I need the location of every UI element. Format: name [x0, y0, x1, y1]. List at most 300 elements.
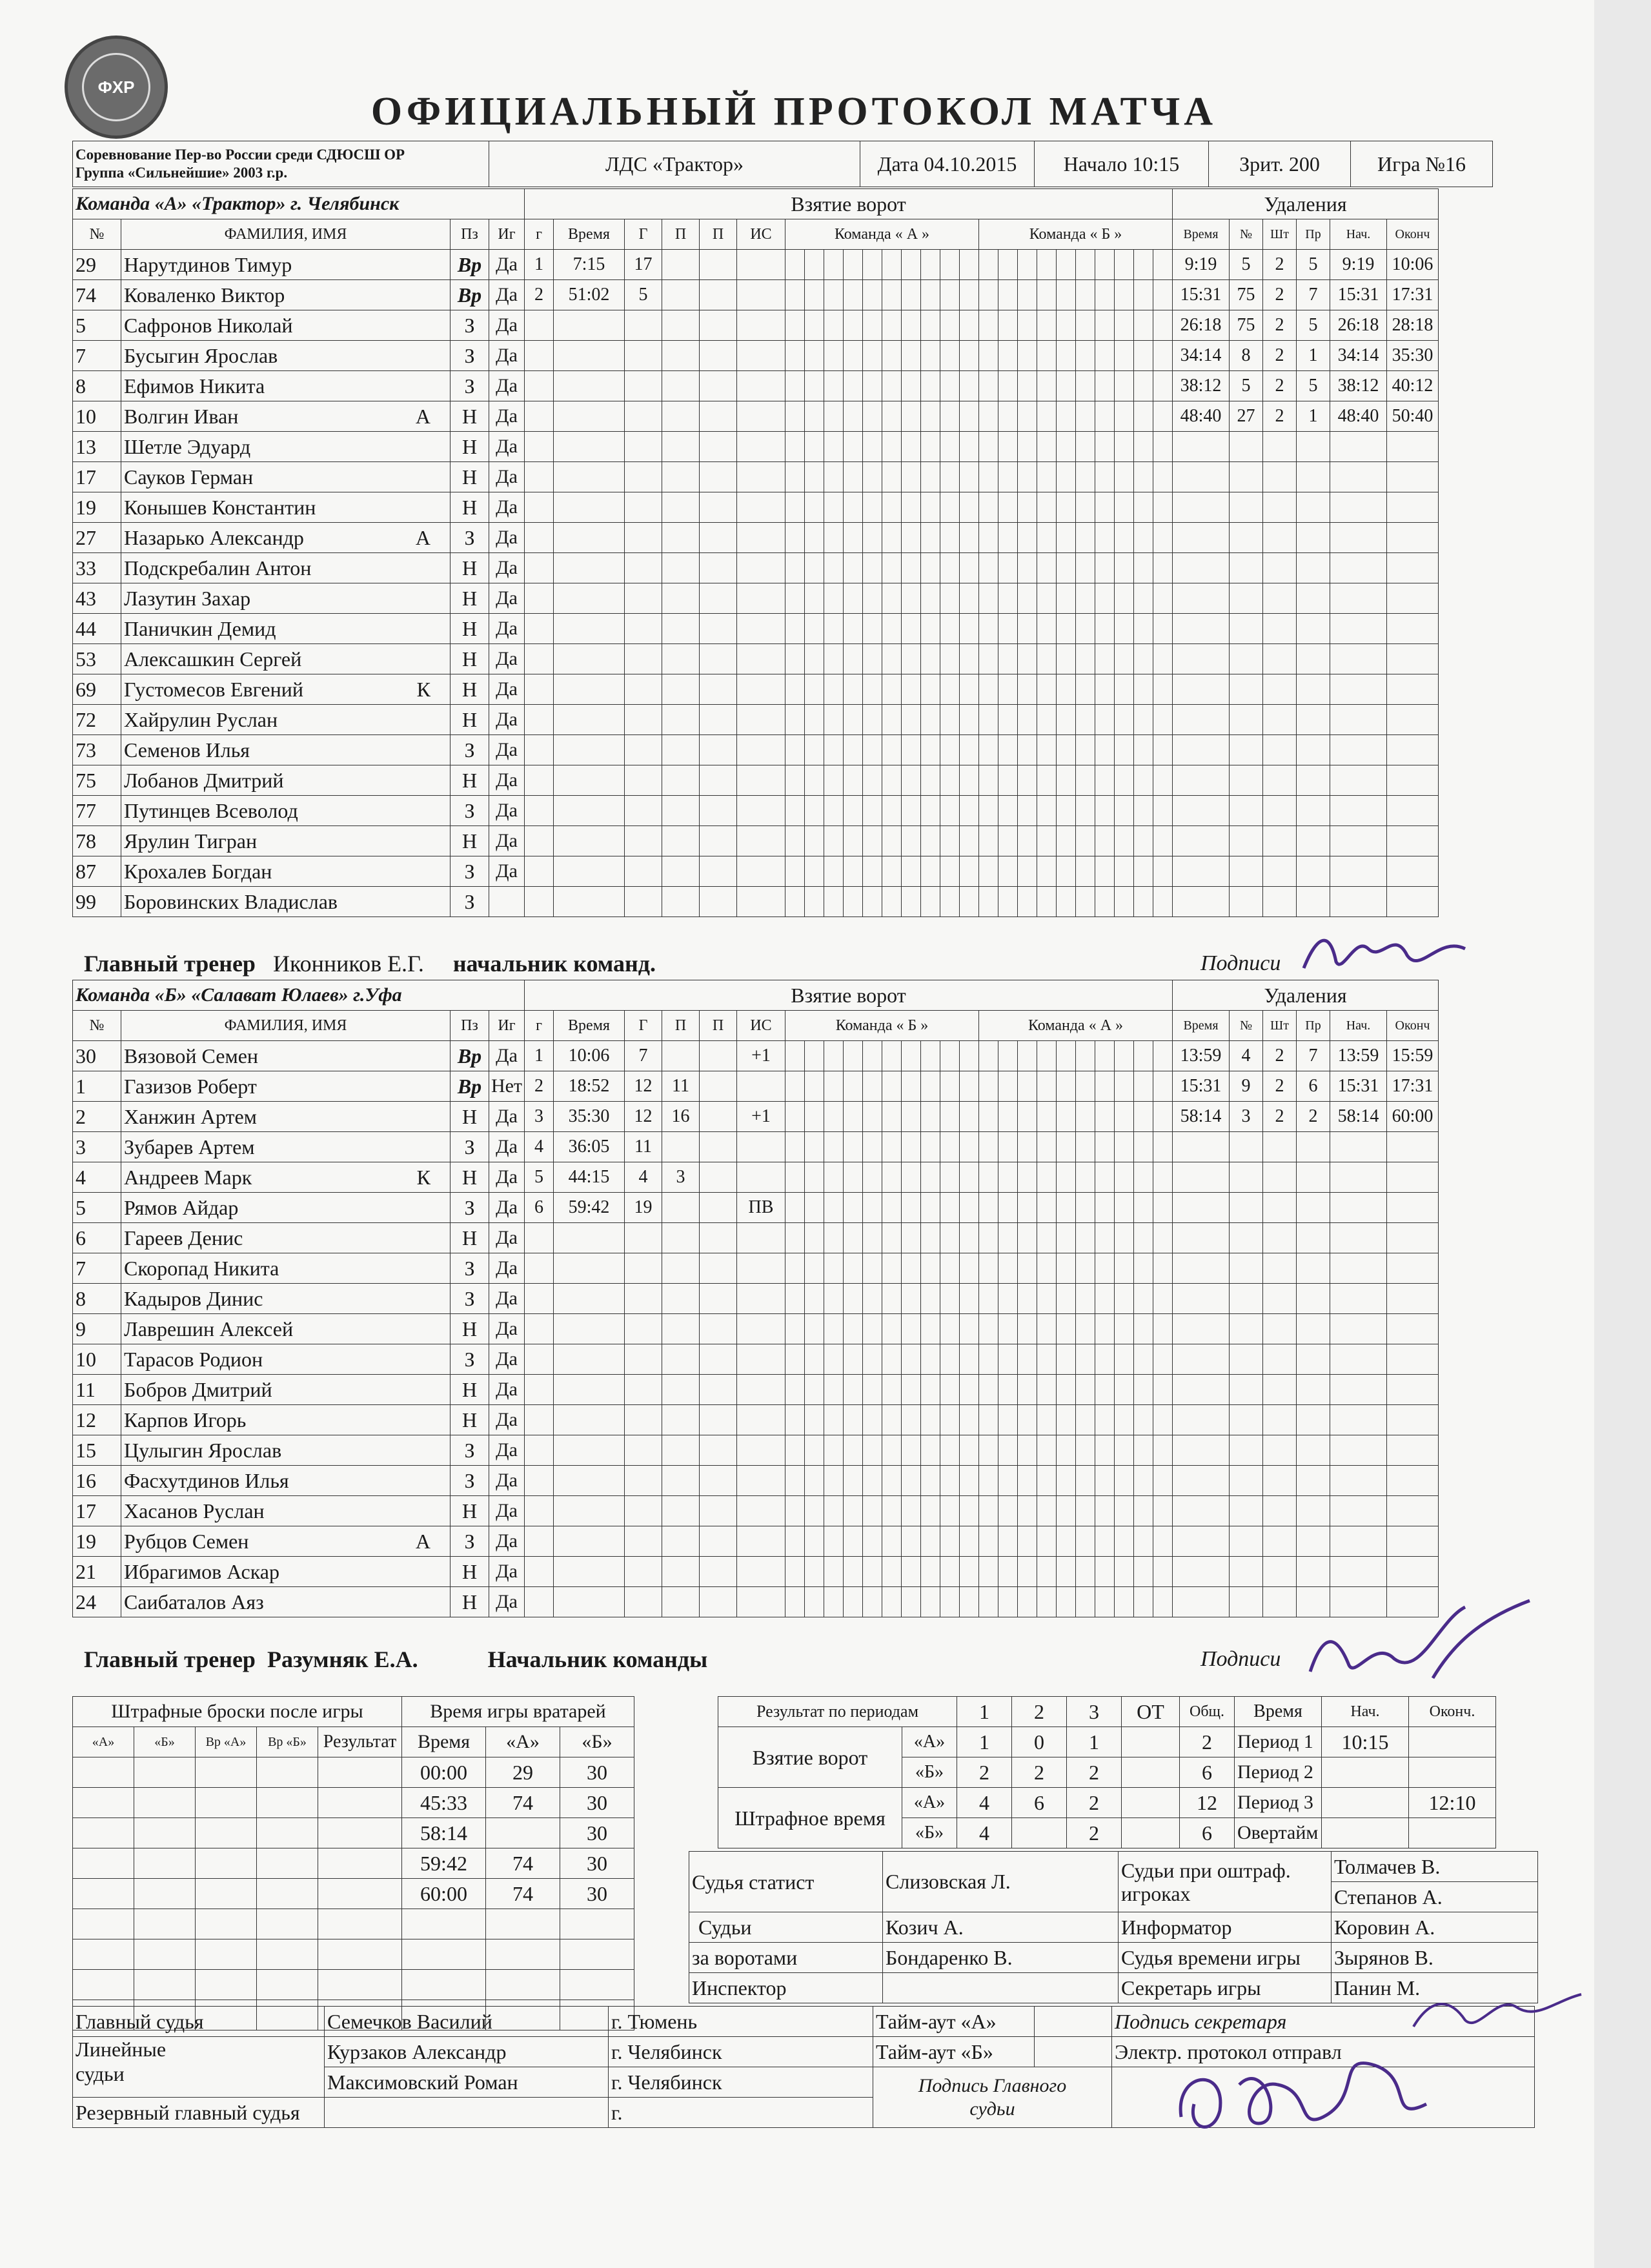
period-value: 2: [1067, 1818, 1122, 1848]
goal-time: 36:05: [554, 1132, 625, 1162]
player-played: Да: [489, 523, 525, 553]
period-col: ОТ: [1122, 1697, 1180, 1727]
player-name: Густомесов Евгений: [124, 677, 303, 701]
informer-label: Информатор: [1119, 1912, 1332, 1943]
team_a-penalties-header: Удаления: [1173, 189, 1439, 219]
player-name-cell: [121, 1102, 451, 1132]
col-goal-time: Время: [554, 1011, 625, 1041]
col-goal-a2: П: [700, 1011, 737, 1041]
player-played: Да: [489, 583, 525, 614]
period-col: 2: [1012, 1697, 1067, 1727]
player-number: 2: [73, 1102, 121, 1132]
page-title: ОФИЦИАЛЬНЫЙ ПРОТОКОЛ МАТЧА: [370, 90, 1217, 134]
competition-line2: Группа «Сильнейшие» 2003 г.р.: [76, 165, 288, 181]
date-cell: Дата 04.10.2015: [860, 141, 1035, 187]
player-name: Волгин Иван: [124, 404, 239, 428]
player-name-cell: [121, 371, 451, 401]
player-name: Рямов Айдар: [124, 1195, 239, 1219]
col-team-second: Команда « А »: [979, 1011, 1173, 1041]
team-b-signature: [1297, 1594, 1555, 1691]
linesmen-label-1: Линейные: [76, 2038, 167, 2061]
goal-situation: [737, 1132, 785, 1162]
player-position: Вр: [451, 1041, 489, 1071]
penalty-end: 17:31: [1387, 1071, 1439, 1102]
player-name-cell: [121, 705, 451, 735]
player-name-cell: [121, 1557, 451, 1587]
player-number: 7: [73, 1253, 121, 1284]
col-team-first: Команда « А »: [785, 219, 979, 250]
col-goal-a2: П: [700, 219, 737, 250]
col-name: ФАМИЛИЯ, ИМЯ: [121, 1011, 451, 1041]
scan-edge: [1594, 0, 1651, 2268]
player-position: Н: [451, 401, 489, 432]
player-name-cell: [121, 1405, 451, 1435]
player-played: Да: [489, 1496, 525, 1526]
player-played: Да: [489, 1223, 525, 1253]
player-position: Н: [451, 674, 489, 705]
linesman-1: Курзаков Александр: [325, 2037, 609, 2067]
time-title: Время: [1235, 1697, 1322, 1727]
player-number: 5: [73, 1193, 121, 1223]
penalty-start: 26:18: [1330, 310, 1387, 341]
penalty-min: 2: [1263, 250, 1297, 280]
gk-b: 30: [560, 1879, 634, 1909]
player-played: Да: [489, 1284, 525, 1314]
shootout-col: Вр «Б»: [257, 1727, 318, 1757]
player-position: З: [451, 856, 489, 887]
player-name-cell: [121, 887, 451, 917]
player-position: З: [451, 1253, 489, 1284]
team_b-penalties-header: Удаления: [1173, 980, 1439, 1011]
player-position: Н: [451, 1102, 489, 1132]
period-value: [1122, 1818, 1180, 1848]
goal-assist1: [662, 1041, 700, 1071]
team_b-row: [73, 1162, 1439, 1193]
player-position: З: [451, 1132, 489, 1162]
player-role: А: [415, 525, 430, 549]
shootout-col: Результат: [318, 1727, 402, 1757]
spectators-cell: Зрит. 200: [1209, 141, 1351, 187]
team_b-row: [73, 1375, 1439, 1405]
penalty-start: 15:31: [1330, 1071, 1387, 1102]
player-name-cell: [121, 1526, 451, 1557]
team_a-title: Команда «А» «Трактор» г. Челябинск: [73, 189, 525, 219]
player-played: Да: [489, 1162, 525, 1193]
gk-col: «А»: [486, 1727, 560, 1757]
goal-scorer: 17: [625, 250, 662, 280]
penalty-num: 5: [1230, 250, 1263, 280]
competition-line1: Соревнование Пер-во России среди СДЮСШ ОР: [76, 147, 405, 163]
player-played: Да: [489, 341, 525, 371]
player-number: 78: [73, 826, 121, 856]
col-goal-time: Время: [554, 219, 625, 250]
gk-b: 30: [560, 1848, 634, 1879]
player-name-cell: [121, 856, 451, 887]
player-name-cell: [121, 1132, 451, 1162]
penalty-end: 50:40: [1387, 401, 1439, 432]
team_b-row: [73, 1314, 1439, 1344]
player-number: 75: [73, 765, 121, 796]
player-position: Н: [451, 705, 489, 735]
player-position: З: [451, 1526, 489, 1557]
period-value: [1122, 1757, 1180, 1788]
penalty-code: 1: [1297, 401, 1330, 432]
team_a-row: [73, 310, 1439, 341]
gk-a: 74: [486, 1788, 560, 1818]
player-played: Да: [489, 674, 525, 705]
team_b-row: [73, 1102, 1439, 1132]
player-name: Бусыгин Ярослав: [124, 343, 278, 367]
player-played: Да: [489, 1466, 525, 1496]
goal-number: 2: [525, 1071, 554, 1102]
team_b-row: [73, 1132, 1439, 1162]
player-number: 8: [73, 371, 121, 401]
player-position: Н: [451, 583, 489, 614]
col-p_num: №: [1230, 219, 1263, 250]
referee-label: Главный судья: [73, 2007, 325, 2037]
team-b-sign-label: Подписи: [1200, 1647, 1281, 1671]
col-pos: Пз: [451, 219, 489, 250]
player-name: Цулыгин Ярослав: [124, 1438, 282, 1462]
time-end-col: Оконч.: [1409, 1697, 1496, 1727]
pim-label: Штрафное время: [718, 1788, 902, 1848]
goal-situation: +1: [737, 1041, 785, 1071]
player-played: Да: [489, 644, 525, 674]
team_a-row: [73, 401, 1439, 432]
shootout-gk-table: [72, 1696, 634, 2030]
team_a-row: [73, 523, 1439, 553]
timekeeper-name: Зырянов В.: [1332, 1943, 1538, 1973]
team_b-row: [73, 1587, 1439, 1617]
player-name-cell: [121, 280, 451, 310]
period-value: 2: [1180, 1727, 1235, 1757]
player-number: 8: [73, 1284, 121, 1314]
secretary-signature: [1407, 1988, 1588, 2040]
penalty-num: 75: [1230, 310, 1263, 341]
statist-name: Слизовская Л.: [883, 1852, 1119, 1912]
penalty-min: 2: [1263, 1102, 1297, 1132]
team_a-row: [73, 341, 1439, 371]
player-name-cell: [121, 462, 451, 492]
penalty-num: 5: [1230, 371, 1263, 401]
overtime-label: Овертайм: [1235, 1818, 1322, 1848]
player-played: Да: [489, 1375, 525, 1405]
linesman-1-city: г. Челябинск: [609, 2037, 873, 2067]
linesman-2-city: г. Челябинск: [609, 2067, 873, 2098]
player-name-cell: [121, 1071, 451, 1102]
goal-assist1: 16: [662, 1102, 700, 1132]
period1-label: Период 1: [1235, 1727, 1322, 1757]
player-number: 77: [73, 796, 121, 826]
player-number: 29: [73, 250, 121, 280]
goal-assist2: [700, 250, 737, 280]
player-position: З: [451, 1344, 489, 1375]
team_a-row: [73, 644, 1439, 674]
shootout-col: Вр «А»: [196, 1727, 257, 1757]
player-name-cell: [121, 614, 451, 644]
player-name-cell: [121, 765, 451, 796]
player-played: Да: [489, 1557, 525, 1587]
goal-scorer: 4: [625, 1162, 662, 1193]
player-name: Сафронов Николай: [124, 313, 293, 337]
statist-label: Судья статист: [689, 1852, 883, 1912]
shootout-col: «Б»: [134, 1727, 196, 1757]
goal-time: 51:02: [554, 280, 625, 310]
col-p_code: Пр: [1297, 1011, 1330, 1041]
goal-time: 10:06: [554, 1041, 625, 1071]
referee-city: г. Тюмень: [609, 2007, 873, 2037]
penalty-num: 9: [1230, 1071, 1263, 1102]
player-name-cell: [121, 796, 451, 826]
col-p_time: Время: [1173, 219, 1230, 250]
penalty-min: 2: [1263, 310, 1297, 341]
player-played: Да: [489, 462, 525, 492]
secretary-label: Секретарь игры: [1119, 1973, 1332, 2003]
player-name-cell: [121, 341, 451, 371]
player-number: 72: [73, 705, 121, 735]
chief-label: начальник команд.: [452, 951, 656, 977]
gk-time: 58:14: [402, 1818, 486, 1848]
team_b-row: [73, 1041, 1439, 1071]
player-position: Н: [451, 462, 489, 492]
player-played: Да: [489, 553, 525, 583]
player-number: 15: [73, 1435, 121, 1466]
penalty-min: 2: [1263, 1041, 1297, 1071]
period-value: [1122, 1727, 1180, 1757]
player-number: 87: [73, 856, 121, 887]
linesmen-label-cell: [73, 2037, 325, 2098]
player-number: 16: [73, 1466, 121, 1496]
period-value: 6: [1012, 1788, 1067, 1818]
player-name: Скоропад Никита: [124, 1256, 279, 1280]
col-goal-a1: П: [662, 1011, 700, 1041]
goal-assist2: [700, 1193, 737, 1223]
player-name: Конышев Константин: [124, 495, 316, 519]
period-value: 2: [957, 1757, 1012, 1788]
player-name-cell: [121, 1253, 451, 1284]
player-number: 27: [73, 523, 121, 553]
period-value: [1122, 1788, 1180, 1818]
player-name: Хайрулин Руслан: [124, 707, 278, 731]
player-number: 21: [73, 1557, 121, 1587]
logo-text: ФХР: [97, 77, 135, 97]
player-played: Да: [489, 1102, 525, 1132]
goal-time: 18:52: [554, 1071, 625, 1102]
player-number: 10: [73, 401, 121, 432]
penalty-end: 10:06: [1387, 250, 1439, 280]
player-number: 1: [73, 1071, 121, 1102]
team-a-sign-label: Подписи: [1200, 951, 1281, 975]
goal-scorer: 12: [625, 1071, 662, 1102]
player-name: Боровинских Владислав: [124, 889, 338, 913]
team_a-row: [73, 705, 1439, 735]
team_b-title: Команда «Б» «Салават Юлаев» г.Уфа: [73, 980, 525, 1011]
player-name-cell: [121, 644, 451, 674]
player-name-cell: [121, 401, 451, 432]
team_b-row: [73, 1496, 1439, 1526]
player-played: Да: [489, 1193, 525, 1223]
goal-number: 6: [525, 1193, 554, 1223]
team_b-row: [73, 1405, 1439, 1435]
goal-assist1: [662, 1132, 700, 1162]
player-name-cell: [121, 250, 451, 280]
period1-start: 10:15: [1322, 1727, 1409, 1757]
player-name: Семенов Илья: [124, 738, 250, 762]
period3-end: 12:10: [1409, 1788, 1496, 1818]
player-number: 69: [73, 674, 121, 705]
player-name: Бобров Дмитрий: [124, 1377, 272, 1401]
secretary-name: Панин М.: [1332, 1973, 1538, 2003]
player-name: Фасхутдинов Илья: [124, 1468, 289, 1492]
goal-situation: [737, 280, 785, 310]
player-played: Да: [489, 614, 525, 644]
penalty-min: 2: [1263, 341, 1297, 371]
goal-assist1: 3: [662, 1162, 700, 1193]
chief-label: Начальник команды: [487, 1646, 708, 1672]
team_b-table: [72, 980, 1439, 1617]
player-name-cell: [121, 310, 451, 341]
player-name: Нарутдинов Тимур: [124, 252, 292, 276]
gk-a: 74: [486, 1879, 560, 1909]
team_a-row: [73, 614, 1439, 644]
penalty-time: 15:31: [1173, 1071, 1230, 1102]
team_a-row: [73, 462, 1439, 492]
penalty-time: 34:14: [1173, 341, 1230, 371]
penalty-start: 15:31: [1330, 280, 1387, 310]
player-played: Да: [489, 1253, 525, 1284]
penalty-num: 75: [1230, 280, 1263, 310]
player-name-cell: [121, 1496, 451, 1526]
player-position: Н: [451, 1496, 489, 1526]
player-name-cell: [121, 1435, 451, 1466]
penalty-time: 26:18: [1173, 310, 1230, 341]
team_a-row: [73, 765, 1439, 796]
goal-assist2: [700, 280, 737, 310]
player-position: Н: [451, 644, 489, 674]
team_b-row: [73, 1526, 1439, 1557]
player-position: З: [451, 1284, 489, 1314]
player-name: Лазутин Захар: [124, 586, 251, 610]
player-position: З: [451, 1435, 489, 1466]
col-num: №: [73, 219, 121, 250]
player-number: 6: [73, 1223, 121, 1253]
col-team-first: Команда « Б »: [785, 1011, 979, 1041]
goal-number: 3: [525, 1102, 554, 1132]
period-value: 0: [1012, 1727, 1067, 1757]
team_a-row: [73, 553, 1439, 583]
col-played: Иг: [489, 219, 525, 250]
referee-name: Семечков Василий: [325, 2007, 609, 2037]
player-name-cell: [121, 553, 451, 583]
penalty-start: 48:40: [1330, 401, 1387, 432]
team-a-tag: «А»: [902, 1727, 957, 1757]
player-played: Да: [489, 826, 525, 856]
player-position: З: [451, 1466, 489, 1496]
team-b-coach-line: [84, 1646, 707, 1673]
player-name: Тарасов Родион: [124, 1347, 263, 1371]
goal-time: 35:30: [554, 1102, 625, 1132]
goal-assist1: [662, 1193, 700, 1223]
goal-time: 59:42: [554, 1193, 625, 1223]
player-number: 30: [73, 1041, 121, 1071]
period-value: 6: [1180, 1757, 1235, 1788]
period2-label: Период 2: [1235, 1757, 1322, 1788]
col-pos: Пз: [451, 1011, 489, 1041]
logo-inner: [82, 53, 150, 121]
team_a-row: [73, 735, 1439, 765]
player-played: Да: [489, 1526, 525, 1557]
penalty-code: 7: [1297, 1041, 1330, 1071]
goal-judges-label-1: Судьи: [689, 1912, 883, 1943]
player-number: 74: [73, 280, 121, 310]
player-name-cell: [121, 1587, 451, 1617]
goal-scorer: 5: [625, 280, 662, 310]
gk-a: 74: [486, 1848, 560, 1879]
penalty-start: 38:12: [1330, 371, 1387, 401]
col-team-second: Команда « Б »: [979, 219, 1173, 250]
player-name: Вязовой Семен: [124, 1044, 259, 1068]
goal-assist2: [700, 1132, 737, 1162]
goal-situation: +1: [737, 1102, 785, 1132]
gk-time: 59:42: [402, 1848, 486, 1879]
penalty-end: 28:18: [1387, 310, 1439, 341]
goal-judge-2: Бондаренко В.: [883, 1943, 1119, 1973]
goal-scorer: 12: [625, 1102, 662, 1132]
player-name: Кадыров Динис: [124, 1286, 263, 1310]
competition-cell: [73, 141, 489, 187]
player-name-cell: [121, 826, 451, 856]
player-played: Да: [489, 310, 525, 341]
player-played: Да: [489, 1405, 525, 1435]
team-a-coach-line: [84, 950, 656, 977]
team_b-row: [73, 1071, 1439, 1102]
player-number: 33: [73, 553, 121, 583]
gk-time: 45:33: [402, 1788, 486, 1818]
periods-table: [718, 1696, 1496, 1848]
team_a-goals-header: Взятие ворот: [525, 189, 1173, 219]
player-name: Саибаталов Аяз: [124, 1590, 264, 1614]
penalty-code: 7: [1297, 280, 1330, 310]
goal-scorer: 11: [625, 1132, 662, 1162]
player-number: 73: [73, 735, 121, 765]
goal-assist1: [662, 280, 700, 310]
player-name: Рубцов Семен: [124, 1529, 249, 1553]
player-position: З: [451, 735, 489, 765]
col-p_start: Нач.: [1330, 219, 1387, 250]
col-goal-is: ИС: [737, 219, 785, 250]
player-name: Хасанов Руслан: [124, 1499, 265, 1523]
team_a-row: [73, 250, 1439, 280]
ref-sign-2: судьи: [969, 2098, 1015, 2120]
player-name: Крохалев Богдан: [124, 859, 272, 883]
goal-situation: [737, 1071, 785, 1102]
player-played: Да: [489, 735, 525, 765]
goal-time: 44:15: [554, 1162, 625, 1193]
col-p_time: Время: [1173, 1011, 1230, 1041]
player-position: Вр: [451, 250, 489, 280]
player-position: Н: [451, 1375, 489, 1405]
player-name-cell: [121, 1041, 451, 1071]
col-goal-a1: П: [662, 219, 700, 250]
player-number: 19: [73, 492, 121, 523]
penalty-code: 5: [1297, 371, 1330, 401]
team-a-tag: «А»: [902, 1788, 957, 1818]
coach-label: Главный тренер: [84, 1646, 256, 1672]
penalty-time: 48:40: [1173, 401, 1230, 432]
player-position: Н: [451, 1405, 489, 1435]
e-protocol-label: Электр. протокол отправл: [1112, 2037, 1535, 2067]
player-name-cell: [121, 583, 451, 614]
